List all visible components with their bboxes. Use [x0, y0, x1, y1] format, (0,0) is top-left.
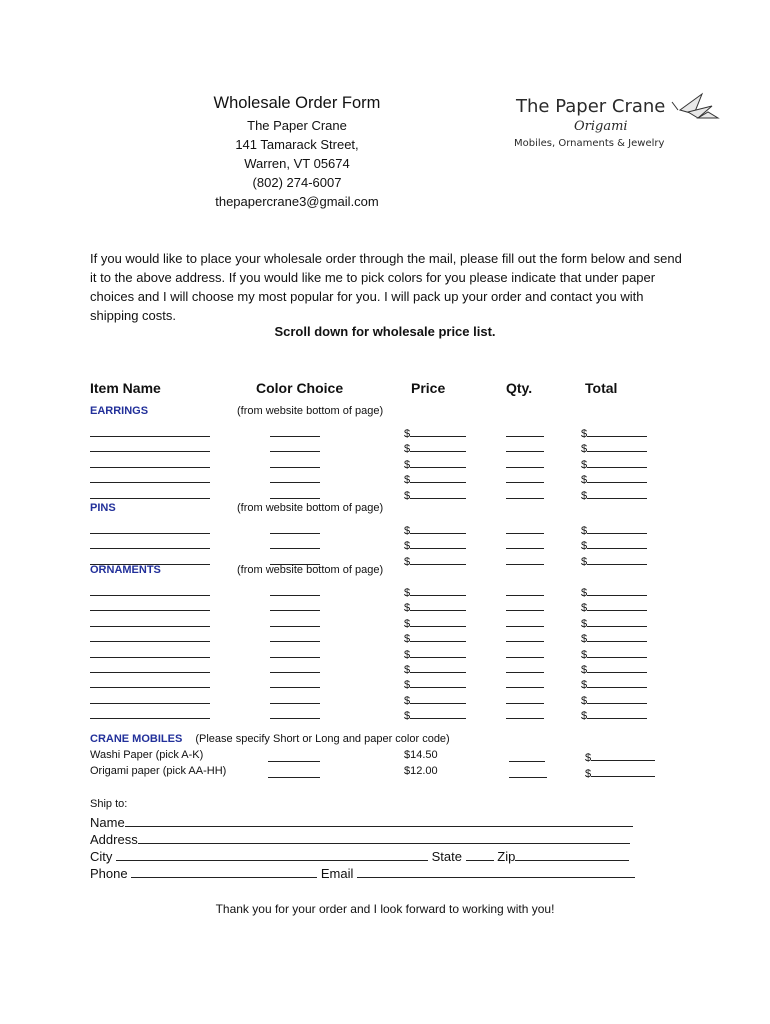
qty-field[interactable]: [506, 456, 544, 471]
color-choice-field[interactable]: [270, 440, 320, 455]
qty-field[interactable]: [506, 584, 544, 599]
qty-field[interactable]: [506, 599, 544, 614]
logo-brand: The Paper Crane: [516, 96, 666, 117]
item-name-field[interactable]: [90, 471, 210, 486]
currency-sign: $: [404, 679, 411, 692]
email-label: Email: [320, 866, 354, 881]
currency-sign: $: [404, 489, 411, 502]
currency-sign: $: [404, 525, 411, 537]
currency-sign: $: [404, 617, 411, 630]
item-name-field[interactable]: [90, 440, 210, 455]
name-label: Name: [90, 815, 125, 830]
item-name-field[interactable]: [90, 630, 210, 645]
qty-field[interactable]: [506, 692, 544, 707]
qty-field[interactable]: [506, 707, 544, 722]
qty-field[interactable]: [506, 630, 544, 645]
qty-field[interactable]: [509, 765, 547, 783]
color-choice-field[interactable]: [270, 456, 320, 471]
currency-sign: $: [581, 458, 588, 471]
phone-number: (802) 274-6007: [252, 175, 342, 190]
price-field[interactable]: [404, 661, 466, 676]
qty-field[interactable]: [506, 646, 544, 661]
qty-field[interactable]: [506, 440, 544, 455]
qty-field[interactable]: [506, 537, 544, 552]
currency-sign: $: [404, 664, 411, 676]
item-name-field[interactable]: [90, 646, 210, 661]
price-field[interactable]: [404, 584, 466, 599]
color-choice-field[interactable]: [270, 599, 320, 614]
currency-sign: $: [581, 617, 588, 630]
price-field[interactable]: [404, 425, 466, 440]
currency-sign: $: [404, 633, 411, 646]
currency-sign: $: [581, 602, 588, 615]
currency-sign: $: [581, 648, 588, 661]
ship-to-label: Ship to:: [90, 798, 128, 810]
address-field[interactable]: [138, 832, 630, 844]
total-field[interactable]: [581, 522, 647, 537]
item-name-field[interactable]: [90, 425, 210, 440]
color-choice-field[interactable]: [270, 676, 320, 691]
total-field[interactable]: [581, 661, 647, 676]
currency-sign: $: [404, 555, 411, 568]
phone-label: Phone: [90, 866, 128, 881]
city-row: [90, 849, 629, 864]
total-field[interactable]: [581, 471, 647, 486]
price-field[interactable]: [404, 487, 466, 502]
color-choice-field[interactable]: [270, 661, 320, 676]
price-field[interactable]: [404, 707, 466, 722]
currency-sign: $: [585, 768, 592, 780]
color-choice-field[interactable]: [270, 425, 320, 440]
price-field[interactable]: [404, 440, 466, 455]
name-field[interactable]: [125, 815, 633, 827]
price-field[interactable]: [404, 646, 466, 661]
currency-sign: $: [404, 587, 411, 599]
currency-sign: $: [581, 428, 588, 440]
section-label: CRANE MOBILES: [90, 733, 183, 745]
item-name-field[interactable]: [90, 599, 210, 614]
currency-sign: $: [581, 664, 588, 676]
crane-item-price: $14.50: [404, 749, 438, 761]
currency-sign: $: [404, 428, 411, 440]
total-field[interactable]: [581, 584, 647, 599]
color-choice-field[interactable]: [270, 584, 320, 599]
currency-sign: $: [581, 679, 588, 692]
section-label: PINS: [90, 502, 116, 514]
total-field[interactable]: [581, 646, 647, 661]
qty-field[interactable]: [506, 487, 544, 502]
currency-sign: $: [581, 489, 588, 502]
section-label: EARRINGS: [90, 405, 149, 417]
phone-field[interactable]: [131, 866, 317, 878]
color-choice-field[interactable]: [268, 765, 320, 783]
currency-sign: $: [581, 555, 588, 568]
col-qty: Qty.: [506, 380, 533, 396]
phone-row: [90, 866, 635, 881]
color-choice-field[interactable]: [270, 537, 320, 552]
total-field[interactable]: [581, 615, 647, 630]
email-address: thepapercrane3@gmail.com: [215, 194, 379, 209]
currency-sign: $: [404, 710, 411, 723]
qty-field[interactable]: [506, 661, 544, 676]
total-field[interactable]: [585, 765, 655, 780]
item-name-field[interactable]: [90, 615, 210, 630]
color-choice-field[interactable]: [270, 487, 320, 502]
price-field[interactable]: [404, 537, 466, 552]
scroll-note: Scroll down for wholesale price list.: [274, 324, 496, 339]
crane-item-name: Washi Paper (pick A-K): [90, 749, 204, 761]
price-field[interactable]: [404, 456, 466, 471]
total-field[interactable]: [581, 425, 647, 440]
currency-sign: $: [581, 710, 588, 723]
section-note: (from website bottom of page): [237, 502, 384, 514]
street-address: 141 Tamarack Street,: [235, 137, 359, 152]
name-row: [90, 815, 633, 830]
city-state-zip: Warren, VT 05674: [244, 156, 350, 171]
currency-sign: $: [404, 540, 411, 553]
item-name-field[interactable]: [90, 456, 210, 471]
color-choice-field[interactable]: [270, 471, 320, 486]
item-name-field[interactable]: [90, 537, 210, 552]
section-note: (from website bottom of page): [237, 564, 384, 576]
city-field[interactable]: [116, 849, 428, 861]
intro-text: If you would like to place your wholesale order through the mail, please fill out the form below and send it to the above address. If you would like me to pick colors for you please indicate that under paper choices and I will choose my most popular for you. I will pack up your order and contact you with shipping costs.: [90, 251, 682, 323]
section-note: (Please specify Short or Long and paper color code): [195, 733, 450, 745]
currency-sign: $: [581, 443, 588, 456]
section-note: (from website bottom of page): [237, 405, 384, 417]
col-color-choice: Color Choice: [256, 380, 344, 396]
currency-sign: $: [404, 648, 411, 661]
crane-icon: [672, 94, 718, 118]
total-field[interactable]: [581, 553, 647, 568]
logo-tagline: Mobiles, Ornaments & Jewelry: [514, 138, 665, 149]
price-field[interactable]: [404, 676, 466, 691]
currency-sign: $: [585, 752, 592, 764]
state-field[interactable]: [466, 849, 494, 861]
currency-sign: $: [404, 474, 411, 487]
item-name-field[interactable]: [90, 707, 210, 722]
color-choice-field[interactable]: [270, 615, 320, 630]
currency-sign: $: [581, 525, 588, 537]
currency-sign: $: [581, 633, 588, 646]
business-name: The Paper Crane: [247, 118, 347, 133]
total-field[interactable]: [581, 537, 647, 552]
currency-sign: $: [404, 443, 411, 456]
section-label: ORNAMENTS: [90, 564, 161, 576]
price-field[interactable]: [404, 553, 466, 568]
item-name-field[interactable]: [90, 661, 210, 676]
col-total: Total: [585, 380, 618, 396]
total-field[interactable]: [585, 749, 655, 764]
qty-field[interactable]: [506, 553, 544, 568]
crane-mobiles-header: [90, 733, 450, 745]
currency-sign: $: [581, 587, 588, 599]
total-field[interactable]: [581, 692, 647, 707]
thank-you-note: Thank you for your order and I look forward to working with you!: [215, 902, 555, 916]
currency-sign: $: [581, 694, 588, 707]
price-field[interactable]: [404, 522, 466, 537]
email-field[interactable]: [357, 866, 635, 878]
color-choice-field[interactable]: [270, 630, 320, 645]
total-field[interactable]: [581, 676, 647, 691]
qty-field[interactable]: [506, 615, 544, 630]
city-label: City: [90, 849, 113, 864]
color-choice-field[interactable]: [270, 522, 320, 537]
currency-sign: $: [581, 540, 588, 553]
total-field[interactable]: [581, 707, 647, 722]
price-field[interactable]: [404, 599, 466, 614]
color-choice-field[interactable]: [270, 692, 320, 707]
item-name-field[interactable]: [90, 522, 210, 537]
item-name-field[interactable]: [90, 692, 210, 707]
total-field[interactable]: [581, 630, 647, 645]
qty-field[interactable]: [506, 471, 544, 486]
crane-item-name: Origami paper (pick AA-HH): [90, 765, 227, 777]
address-label: Address: [90, 832, 138, 847]
price-field[interactable]: [404, 615, 466, 630]
color-choice-field[interactable]: [270, 646, 320, 661]
qty-field[interactable]: [506, 522, 544, 537]
currency-sign: $: [404, 458, 411, 471]
price-field[interactable]: [404, 471, 466, 486]
col-item-name: Item Name: [90, 380, 161, 396]
logo-script: Origami: [574, 119, 628, 134]
currency-sign: $: [404, 602, 411, 615]
currency-sign: $: [581, 474, 588, 487]
form-title: Wholesale Order Form: [213, 94, 381, 112]
price-field[interactable]: [404, 692, 466, 707]
total-field[interactable]: [581, 440, 647, 455]
total-field[interactable]: [581, 456, 647, 471]
col-price: Price: [411, 380, 446, 396]
address-row: [90, 832, 630, 847]
total-field[interactable]: [581, 599, 647, 614]
qty-field[interactable]: [506, 676, 544, 691]
color-choice-field[interactable]: [270, 707, 320, 722]
price-field[interactable]: [404, 630, 466, 645]
crane-item-price: $12.00: [404, 765, 438, 777]
qty-field[interactable]: [506, 425, 544, 440]
paper-crane-logo: [512, 88, 724, 152]
item-name-field[interactable]: [90, 487, 210, 502]
item-name-field[interactable]: [90, 584, 210, 599]
zip-label: Zip: [497, 849, 516, 864]
currency-sign: $: [404, 694, 411, 707]
total-field[interactable]: [581, 487, 647, 502]
state-label: State: [431, 849, 462, 864]
item-name-field[interactable]: [90, 676, 210, 691]
zip-field[interactable]: [515, 849, 629, 861]
